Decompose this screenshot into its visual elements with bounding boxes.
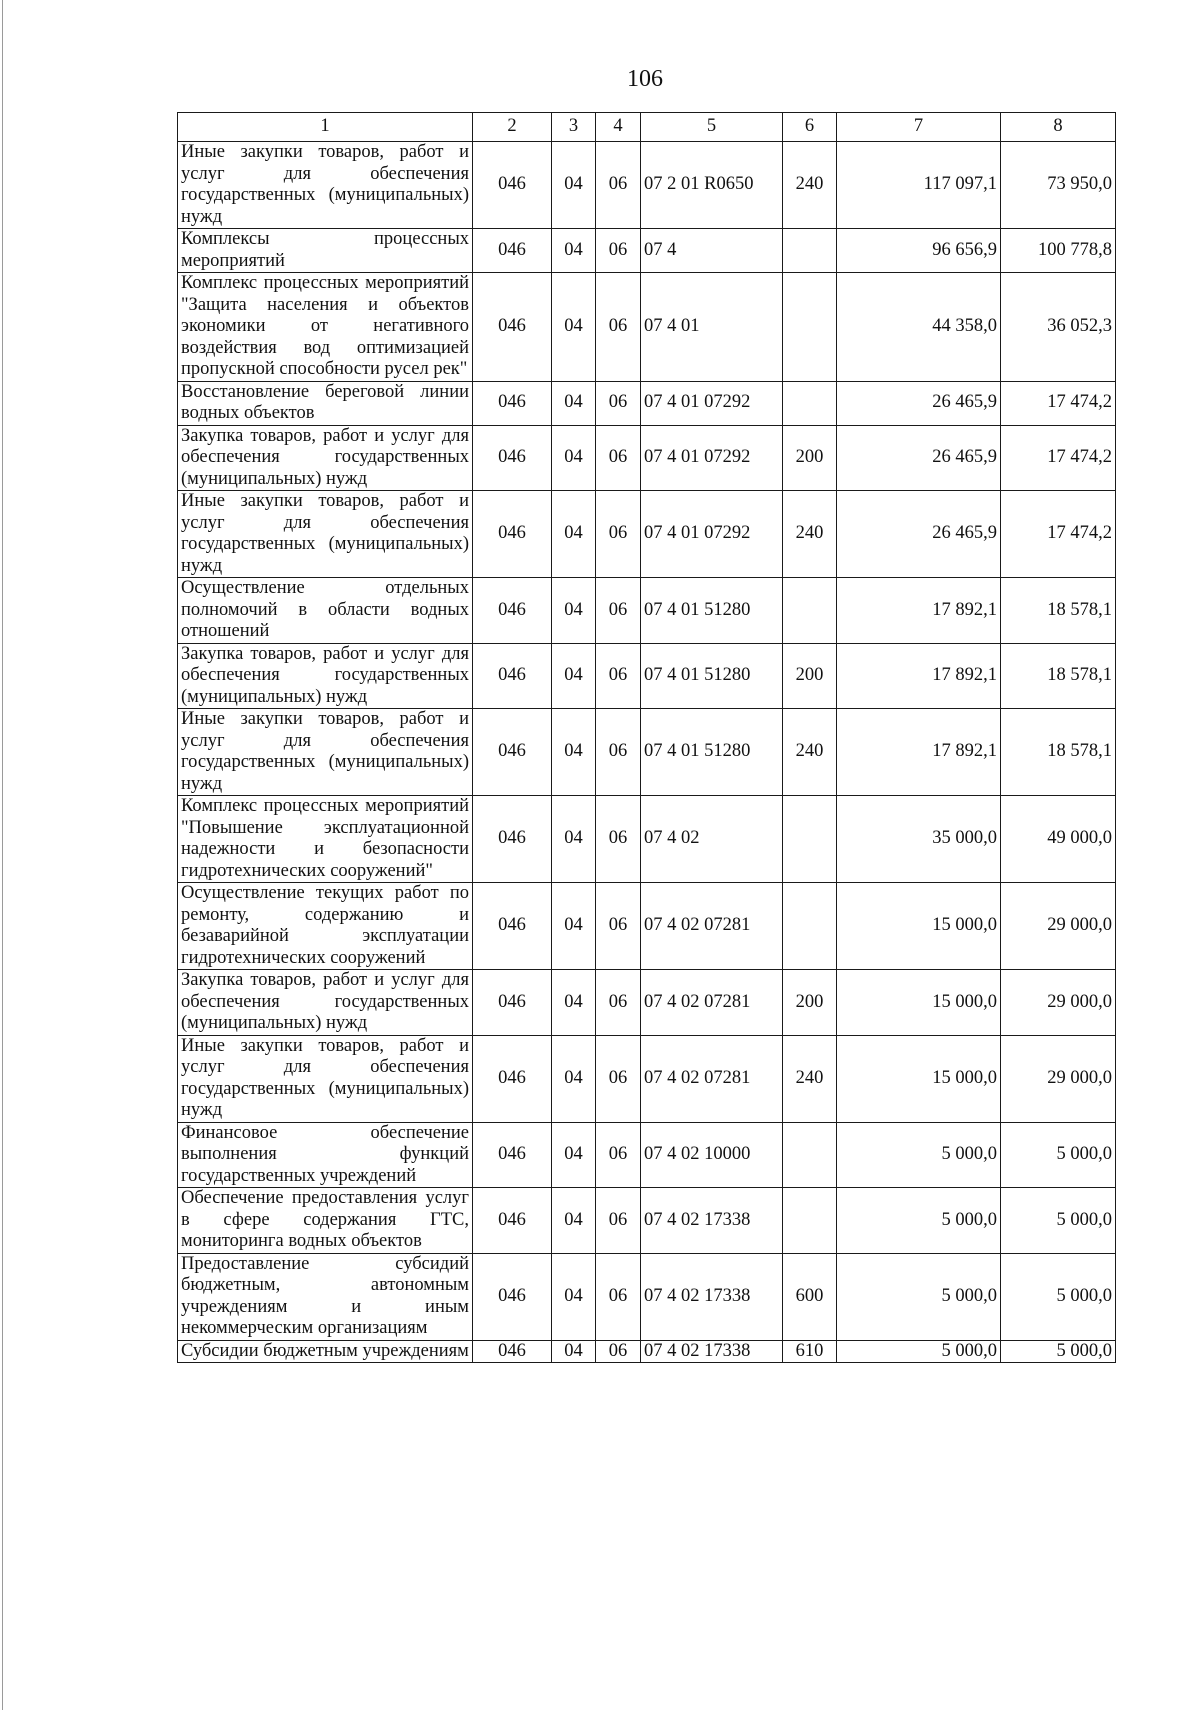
expense-type-code [783, 273, 837, 382]
target-article-code: 07 2 01 R0650 [641, 142, 783, 229]
table-row [178, 970, 1116, 1036]
item-name: Закупка товаров, работ и услуг для обеспечения государственных (муниципальных) нужд [178, 643, 473, 709]
subsection-code: 06 [596, 273, 641, 382]
expense-type-code [783, 578, 837, 644]
subsection-code: 06 [596, 229, 641, 273]
amount-year-2: 29 000,0 [1001, 970, 1116, 1036]
expense-type-code: 240 [783, 1035, 837, 1122]
subsection-code: 06 [596, 1122, 641, 1188]
amount-year-2: 5 000,0 [1001, 1188, 1116, 1254]
amount-year-2: 5 000,0 [1001, 1122, 1116, 1188]
table-row [178, 381, 1116, 425]
ministry-code: 046 [473, 578, 552, 644]
ministry-code: 046 [473, 796, 552, 883]
section-code: 04 [552, 491, 596, 578]
table-row [178, 1188, 1116, 1254]
subsection-code: 06 [596, 425, 641, 491]
table-row [178, 142, 1116, 229]
target-article-code: 07 4 02 17338 [641, 1340, 783, 1363]
expense-type-code: 600 [783, 1253, 837, 1340]
subsection-code: 06 [596, 578, 641, 644]
section-code: 04 [552, 1035, 596, 1122]
amount-year-2: 5 000,0 [1001, 1340, 1116, 1363]
amount-year-2: 49 000,0 [1001, 796, 1116, 883]
amount-year-1: 26 465,9 [837, 491, 1001, 578]
amount-year-1: 117 097,1 [837, 142, 1001, 229]
item-name: Иные закупки товаров, работ и услуг для обеспечения государственных (муниципальных) нужд [178, 491, 473, 578]
ministry-code: 046 [473, 883, 552, 970]
amount-year-2: 17 474,2 [1001, 491, 1116, 578]
amount-year-2: 17 474,2 [1001, 381, 1116, 425]
item-name: Субсидии бюджетным учреждениям [178, 1340, 473, 1363]
amount-year-2: 17 474,2 [1001, 425, 1116, 491]
target-article-code: 07 4 01 51280 [641, 709, 783, 796]
section-code: 04 [552, 425, 596, 491]
amount-year-1: 5 000,0 [837, 1340, 1001, 1363]
expense-type-code: 240 [783, 709, 837, 796]
subsection-code: 06 [596, 796, 641, 883]
target-article-code: 07 4 01 07292 [641, 381, 783, 425]
item-name: Закупка товаров, работ и услуг для обеспечения государственных (муниципальных) нужд [178, 425, 473, 491]
amount-year-2: 18 578,1 [1001, 643, 1116, 709]
page-number: 106 [627, 66, 663, 92]
item-name: Осуществление текущих работ по ремонту, содержанию и безаварийной эксплуатации гидротехнических сооружений [178, 883, 473, 970]
subsection-code: 06 [596, 1035, 641, 1122]
table-row [178, 1253, 1116, 1340]
expense-type-code: 240 [783, 491, 837, 578]
amount-year-1: 96 656,9 [837, 229, 1001, 273]
item-name: Комплекс процессных мероприятий "Защита населения и объектов экономики от негативного воздействия вод оптимизацией пропускной способности русел рек" [178, 273, 473, 382]
subsection-code: 06 [596, 883, 641, 970]
table-row [178, 709, 1116, 796]
amount-year-2: 18 578,1 [1001, 578, 1116, 644]
amount-year-2: 100 778,8 [1001, 229, 1116, 273]
section-code: 04 [552, 1340, 596, 1363]
expense-type-code [783, 229, 837, 273]
amount-year-1: 17 892,1 [837, 578, 1001, 644]
amount-year-1: 5 000,0 [837, 1253, 1001, 1340]
item-name: Предоставление субсидий бюджетным, автономным учреждениям и иным некоммерческим организациям [178, 1253, 473, 1340]
amount-year-1: 44 358,0 [837, 273, 1001, 382]
header-cell-6: 6 [783, 113, 837, 142]
amount-year-1: 17 892,1 [837, 709, 1001, 796]
subsection-code: 06 [596, 491, 641, 578]
header-cell-5: 5 [641, 113, 783, 142]
section-code: 04 [552, 229, 596, 273]
section-code: 04 [552, 578, 596, 644]
expense-type-code: 200 [783, 970, 837, 1036]
ministry-code: 046 [473, 1035, 552, 1122]
target-article-code: 07 4 01 51280 [641, 643, 783, 709]
expense-type-code [783, 796, 837, 883]
section-code: 04 [552, 643, 596, 709]
table-row [178, 796, 1116, 883]
amount-year-2: 36 052,3 [1001, 273, 1116, 382]
subsection-code: 06 [596, 1188, 641, 1254]
ministry-code: 046 [473, 425, 552, 491]
item-name: Осуществление отдельных полномочий в области водных отношений [178, 578, 473, 644]
header-cell-3: 3 [552, 113, 596, 142]
item-name: Обеспечение предоставления услуг в сфере содержания ГТС, мониторинга водных объектов [178, 1188, 473, 1254]
target-article-code: 07 4 01 51280 [641, 578, 783, 644]
section-code: 04 [552, 1188, 596, 1254]
subsection-code: 06 [596, 1340, 641, 1363]
ministry-code: 046 [473, 142, 552, 229]
target-article-code: 07 4 02 07281 [641, 970, 783, 1036]
amount-year-1: 17 892,1 [837, 643, 1001, 709]
subsection-code: 06 [596, 381, 641, 425]
target-article-code: 07 4 02 [641, 796, 783, 883]
section-code: 04 [552, 970, 596, 1036]
item-name: Комплексы процессных мероприятий [178, 229, 473, 273]
expense-type-code: 200 [783, 425, 837, 491]
target-article-code: 07 4 02 17338 [641, 1188, 783, 1254]
budget-table [177, 112, 1116, 1363]
expense-type-code [783, 381, 837, 425]
ministry-code: 046 [473, 709, 552, 796]
section-code: 04 [552, 381, 596, 425]
target-article-code: 07 4 01 [641, 273, 783, 382]
target-article-code: 07 4 01 07292 [641, 425, 783, 491]
section-code: 04 [552, 883, 596, 970]
table-body [178, 142, 1116, 1363]
subsection-code: 06 [596, 970, 641, 1036]
amount-year-2: 29 000,0 [1001, 1035, 1116, 1122]
table-row [178, 1035, 1116, 1122]
section-code: 04 [552, 1122, 596, 1188]
expense-type-code [783, 883, 837, 970]
amount-year-1: 26 465,9 [837, 381, 1001, 425]
table-row [178, 273, 1116, 382]
amount-year-2: 5 000,0 [1001, 1253, 1116, 1340]
section-code: 04 [552, 142, 596, 229]
target-article-code: 07 4 [641, 229, 783, 273]
subsection-code: 06 [596, 709, 641, 796]
target-article-code: 07 4 01 07292 [641, 491, 783, 578]
subsection-code: 06 [596, 643, 641, 709]
header-cell-1: 1 [178, 113, 473, 142]
ministry-code: 046 [473, 1253, 552, 1340]
amount-year-2: 73 950,0 [1001, 142, 1116, 229]
ministry-code: 046 [473, 1188, 552, 1254]
header-row [178, 113, 1116, 142]
item-name: Иные закупки товаров, работ и услуг для обеспечения государственных (муниципальных) нужд [178, 709, 473, 796]
section-code: 04 [552, 273, 596, 382]
table-row [178, 491, 1116, 578]
expense-type-code [783, 1188, 837, 1254]
item-name: Восстановление береговой линии водных объектов [178, 381, 473, 425]
target-article-code: 07 4 02 17338 [641, 1253, 783, 1340]
table-row [178, 643, 1116, 709]
scan-left-edge [2, 0, 3, 1710]
table-row [178, 229, 1116, 273]
item-name: Закупка товаров, работ и услуг для обеспечения государственных (муниципальных) нужд [178, 970, 473, 1036]
expense-type-code: 200 [783, 643, 837, 709]
item-name: Комплекс процессных мероприятий "Повышение эксплуатационной надежности и безопасности гидротехнических сооружений" [178, 796, 473, 883]
ministry-code: 046 [473, 970, 552, 1036]
section-code: 04 [552, 1253, 596, 1340]
ministry-code: 046 [473, 643, 552, 709]
header-cell-2: 2 [473, 113, 552, 142]
amount-year-1: 5 000,0 [837, 1122, 1001, 1188]
table-row [178, 1122, 1116, 1188]
amount-year-2: 18 578,1 [1001, 709, 1116, 796]
subsection-code: 06 [596, 1253, 641, 1340]
ministry-code: 046 [473, 491, 552, 578]
amount-year-2: 29 000,0 [1001, 883, 1116, 970]
target-article-code: 07 4 02 07281 [641, 883, 783, 970]
amount-year-1: 15 000,0 [837, 1035, 1001, 1122]
target-article-code: 07 4 02 10000 [641, 1122, 783, 1188]
amount-year-1: 5 000,0 [837, 1188, 1001, 1254]
ministry-code: 046 [473, 381, 552, 425]
table-row [178, 578, 1116, 644]
expense-type-code: 610 [783, 1340, 837, 1363]
amount-year-1: 15 000,0 [837, 883, 1001, 970]
target-article-code: 07 4 02 07281 [641, 1035, 783, 1122]
section-code: 04 [552, 796, 596, 883]
table-row [178, 1340, 1116, 1363]
item-name: Иные закупки товаров, работ и услуг для обеспечения государственных (муниципальных) нужд [178, 142, 473, 229]
expense-type-code: 240 [783, 142, 837, 229]
subsection-code: 06 [596, 142, 641, 229]
amount-year-1: 15 000,0 [837, 970, 1001, 1036]
ministry-code: 046 [473, 229, 552, 273]
ministry-code: 046 [473, 1340, 552, 1363]
header-cell-8: 8 [1001, 113, 1116, 142]
table-row [178, 883, 1116, 970]
table-row [178, 425, 1116, 491]
section-code: 04 [552, 709, 596, 796]
header-cell-4: 4 [596, 113, 641, 142]
item-name: Иные закупки товаров, работ и услуг для обеспечения государственных (муниципальных) нужд [178, 1035, 473, 1122]
expense-type-code [783, 1122, 837, 1188]
ministry-code: 046 [473, 1122, 552, 1188]
header-cell-7: 7 [837, 113, 1001, 142]
item-name: Финансовое обеспечение выполнения функций государственных учреждений [178, 1122, 473, 1188]
amount-year-1: 26 465,9 [837, 425, 1001, 491]
ministry-code: 046 [473, 273, 552, 382]
amount-year-1: 35 000,0 [837, 796, 1001, 883]
